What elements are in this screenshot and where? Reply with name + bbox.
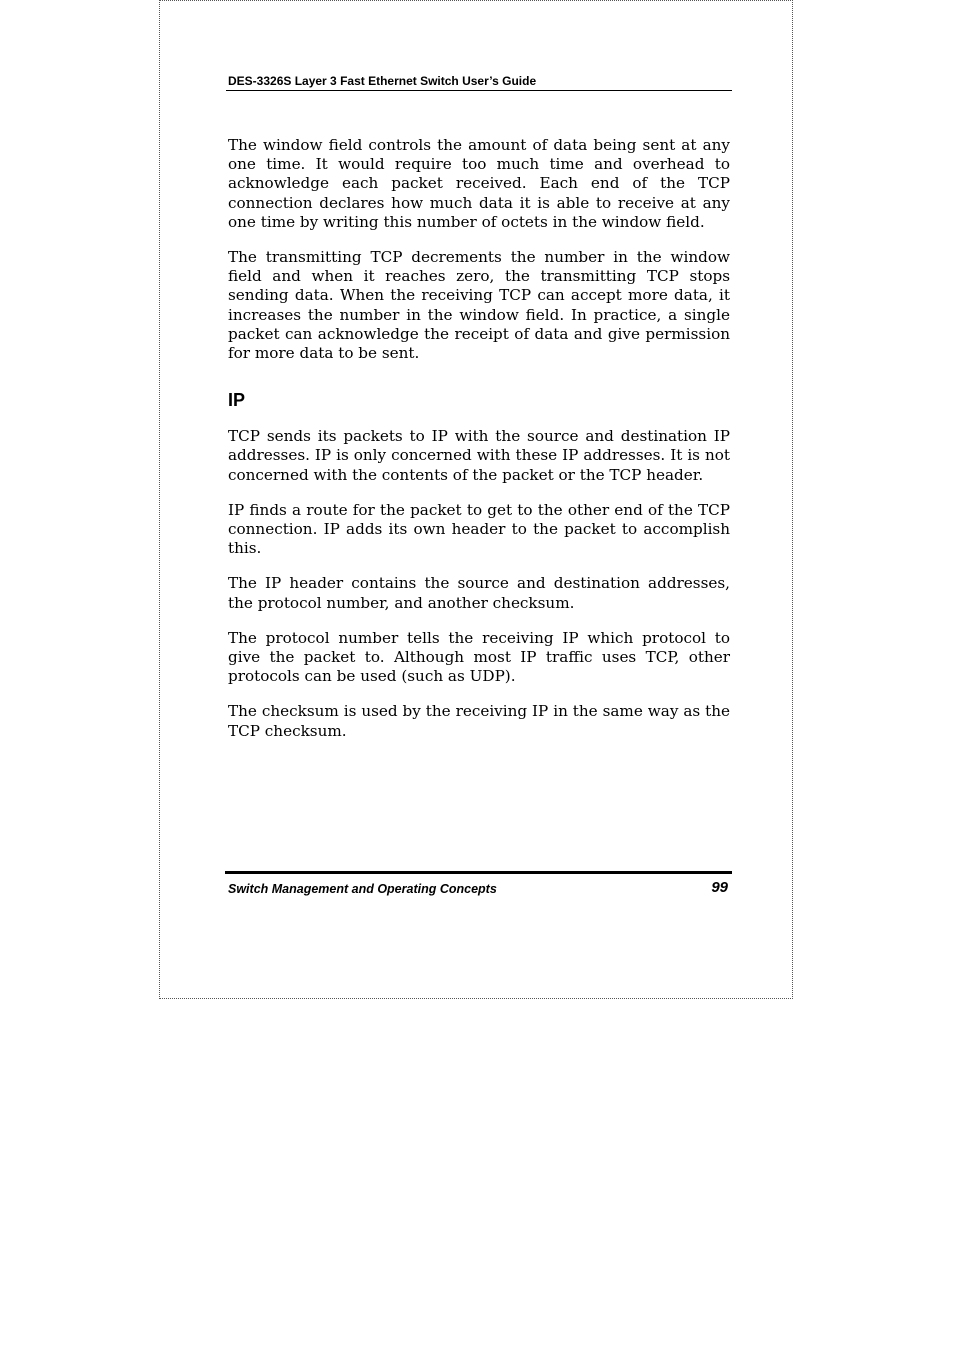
paragraph-window-decrement: The transmitting TCP decrements the number in the window field and when it reaches zero, the transmitting TCP stops sending data. When the receiving TCP can accept more data, it increases the number in the window field. In practice, a single packet can acknowledge the receipt of data and give permission for more data to be sent. [228,248,730,363]
paragraph-ip-route: IP finds a route for the packet to get to the other end of the TCP connection. IP adds its own header to the packet to accomplish this. [228,500,730,558]
page-body [228,136,730,757]
footer-rule [225,871,732,874]
paragraph-protocol-number: The protocol number tells the receiving IP which protocol to give the packet to. Although most IP traffic uses TCP, other protocols can be used (such as UDP). [228,628,730,686]
footer-section-title: Switch Management and Operating Concepts [228,882,497,896]
page-number: 99 [711,879,728,896]
paragraph-checksum: The checksum is used by the receiving IP in the same way as the TCP checksum. [228,702,730,740]
paragraph-window-field: The window field controls the amount of data being sent at any one time. It would require too much time and overhead to acknowledge each packet received. Each end of the TCP connection declares how much data it is able to receive at any one time by writing this number of octets in the window field. [228,136,730,231]
paragraph-ip-addresses: TCP sends its packets to IP with the source and destination IP addresses. IP is only concerned with these IP addresses. It is not concerned with the contents of the packet or the TCP header. [228,427,730,484]
paragraph-ip-header: The IP header contains the source and destination addresses, the protocol number, and another checksum. [228,574,730,612]
running-header: DES-3326S Layer 3 Fast Ethernet Switch User’s Guide [226,74,732,91]
section-heading-ip: IP [228,390,246,411]
